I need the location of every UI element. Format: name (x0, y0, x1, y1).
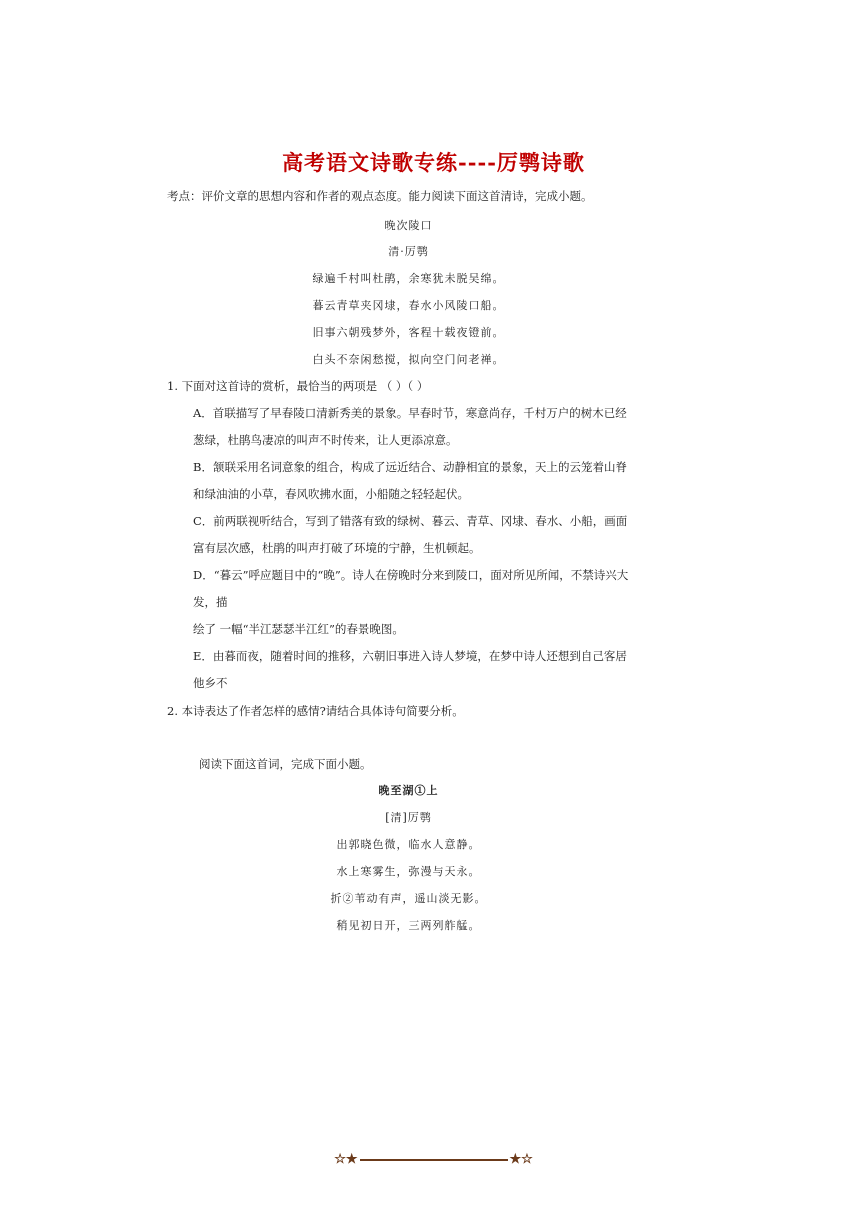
question-1-stem: 1. 下面对这首诗的赏析，最恰当的两项是 （ ）（ ） (167, 379, 429, 393)
option-a-line: 葱绿，杜鹃鸟凄凉的叫声不时传来，让人更添凉意。 (193, 433, 458, 447)
poem2-line: 出郭晓色微，临水人意静。 (336, 838, 481, 851)
poem1-author: 清·厉鹗 (388, 245, 429, 258)
poem1-line: 绿遍千村叫杜鹃，余寒犹未脱吴绵。 (312, 272, 505, 285)
star-icon: ☆★ (334, 1152, 358, 1167)
poem1-title: 晚次陵口 (384, 219, 433, 232)
poem1-line: 白头不奈闲愁搅，拟向空门问老禅。 (312, 353, 505, 366)
option-b-line: B．颔联采用名词意象的组合，构成了远近结合、动静相宜的景象，天上的云笼着山脊 (193, 460, 627, 474)
section2-intro: 阅读下面这首词，完成下面小题。 (199, 757, 372, 771)
poem2-line: 折②苇动有声，遥山淡无影。 (330, 892, 487, 905)
option-b-line: 和绿油油的小草，春风吹拂水面，小船随之轻轻起伏。 (193, 487, 469, 501)
option-d-line: 绘了 一幅“半江瑟瑟半江红”的春景晚图。 (193, 622, 404, 636)
option-a-line: A．首联描写了早春陵口清新秀美的景象。早春时节，寒意尚存，千村万户的树木已经 (193, 406, 627, 420)
poem2-title: 晚至湖①上 (378, 784, 439, 797)
option-d-line: D．“暮云”呼应题目中的“晚”。诗人在傍晚时分来到陵口，面对所见所闻，不禁诗兴大 (193, 568, 629, 582)
option-e-line: E．由暮而夜，随着时间的推移，六朝旧事进入诗人梦境，在梦中诗人还想到自己客居 (193, 649, 627, 663)
option-c-line: C．前两联视听结合，写到了错落有致的绿树、暮云、青草、冈埭、春水、小船，画面 (193, 514, 628, 528)
question-2-stem: 2. 本诗表达了作者怎样的感情?请结合具体诗句简要分析。 (167, 704, 464, 718)
poem1-line: 暮云青草夹冈埭，春水小风陵口船。 (312, 299, 505, 312)
poem2-line: 水上寒雾生，弥漫与天永。 (336, 865, 481, 878)
poem2-author: [清]厉鹗 (385, 811, 432, 824)
poem2-line: 稍见初日开，三两列舴艋。 (336, 919, 481, 932)
footer-ornament (0, 1152, 867, 1167)
document-title: 高考语文诗歌专练----厉鹗诗歌 (282, 150, 585, 175)
option-d-line: 发，描 (193, 595, 228, 609)
footer-divider (360, 1159, 508, 1161)
option-c-line: 富有层次感，杜鹃的叫声打破了环境的宁静，生机顿起。 (193, 541, 481, 555)
option-e-line: 他乡不 (193, 676, 228, 690)
intro-text: 考点：评价文章的思想内容和作者的观点态度。能力阅读下面这首清诗，完成小题。 (167, 189, 593, 203)
star-icon: ★☆ (509, 1152, 533, 1167)
poem1-line: 旧事六朝残梦外，客程十载夜镫前。 (312, 326, 505, 339)
